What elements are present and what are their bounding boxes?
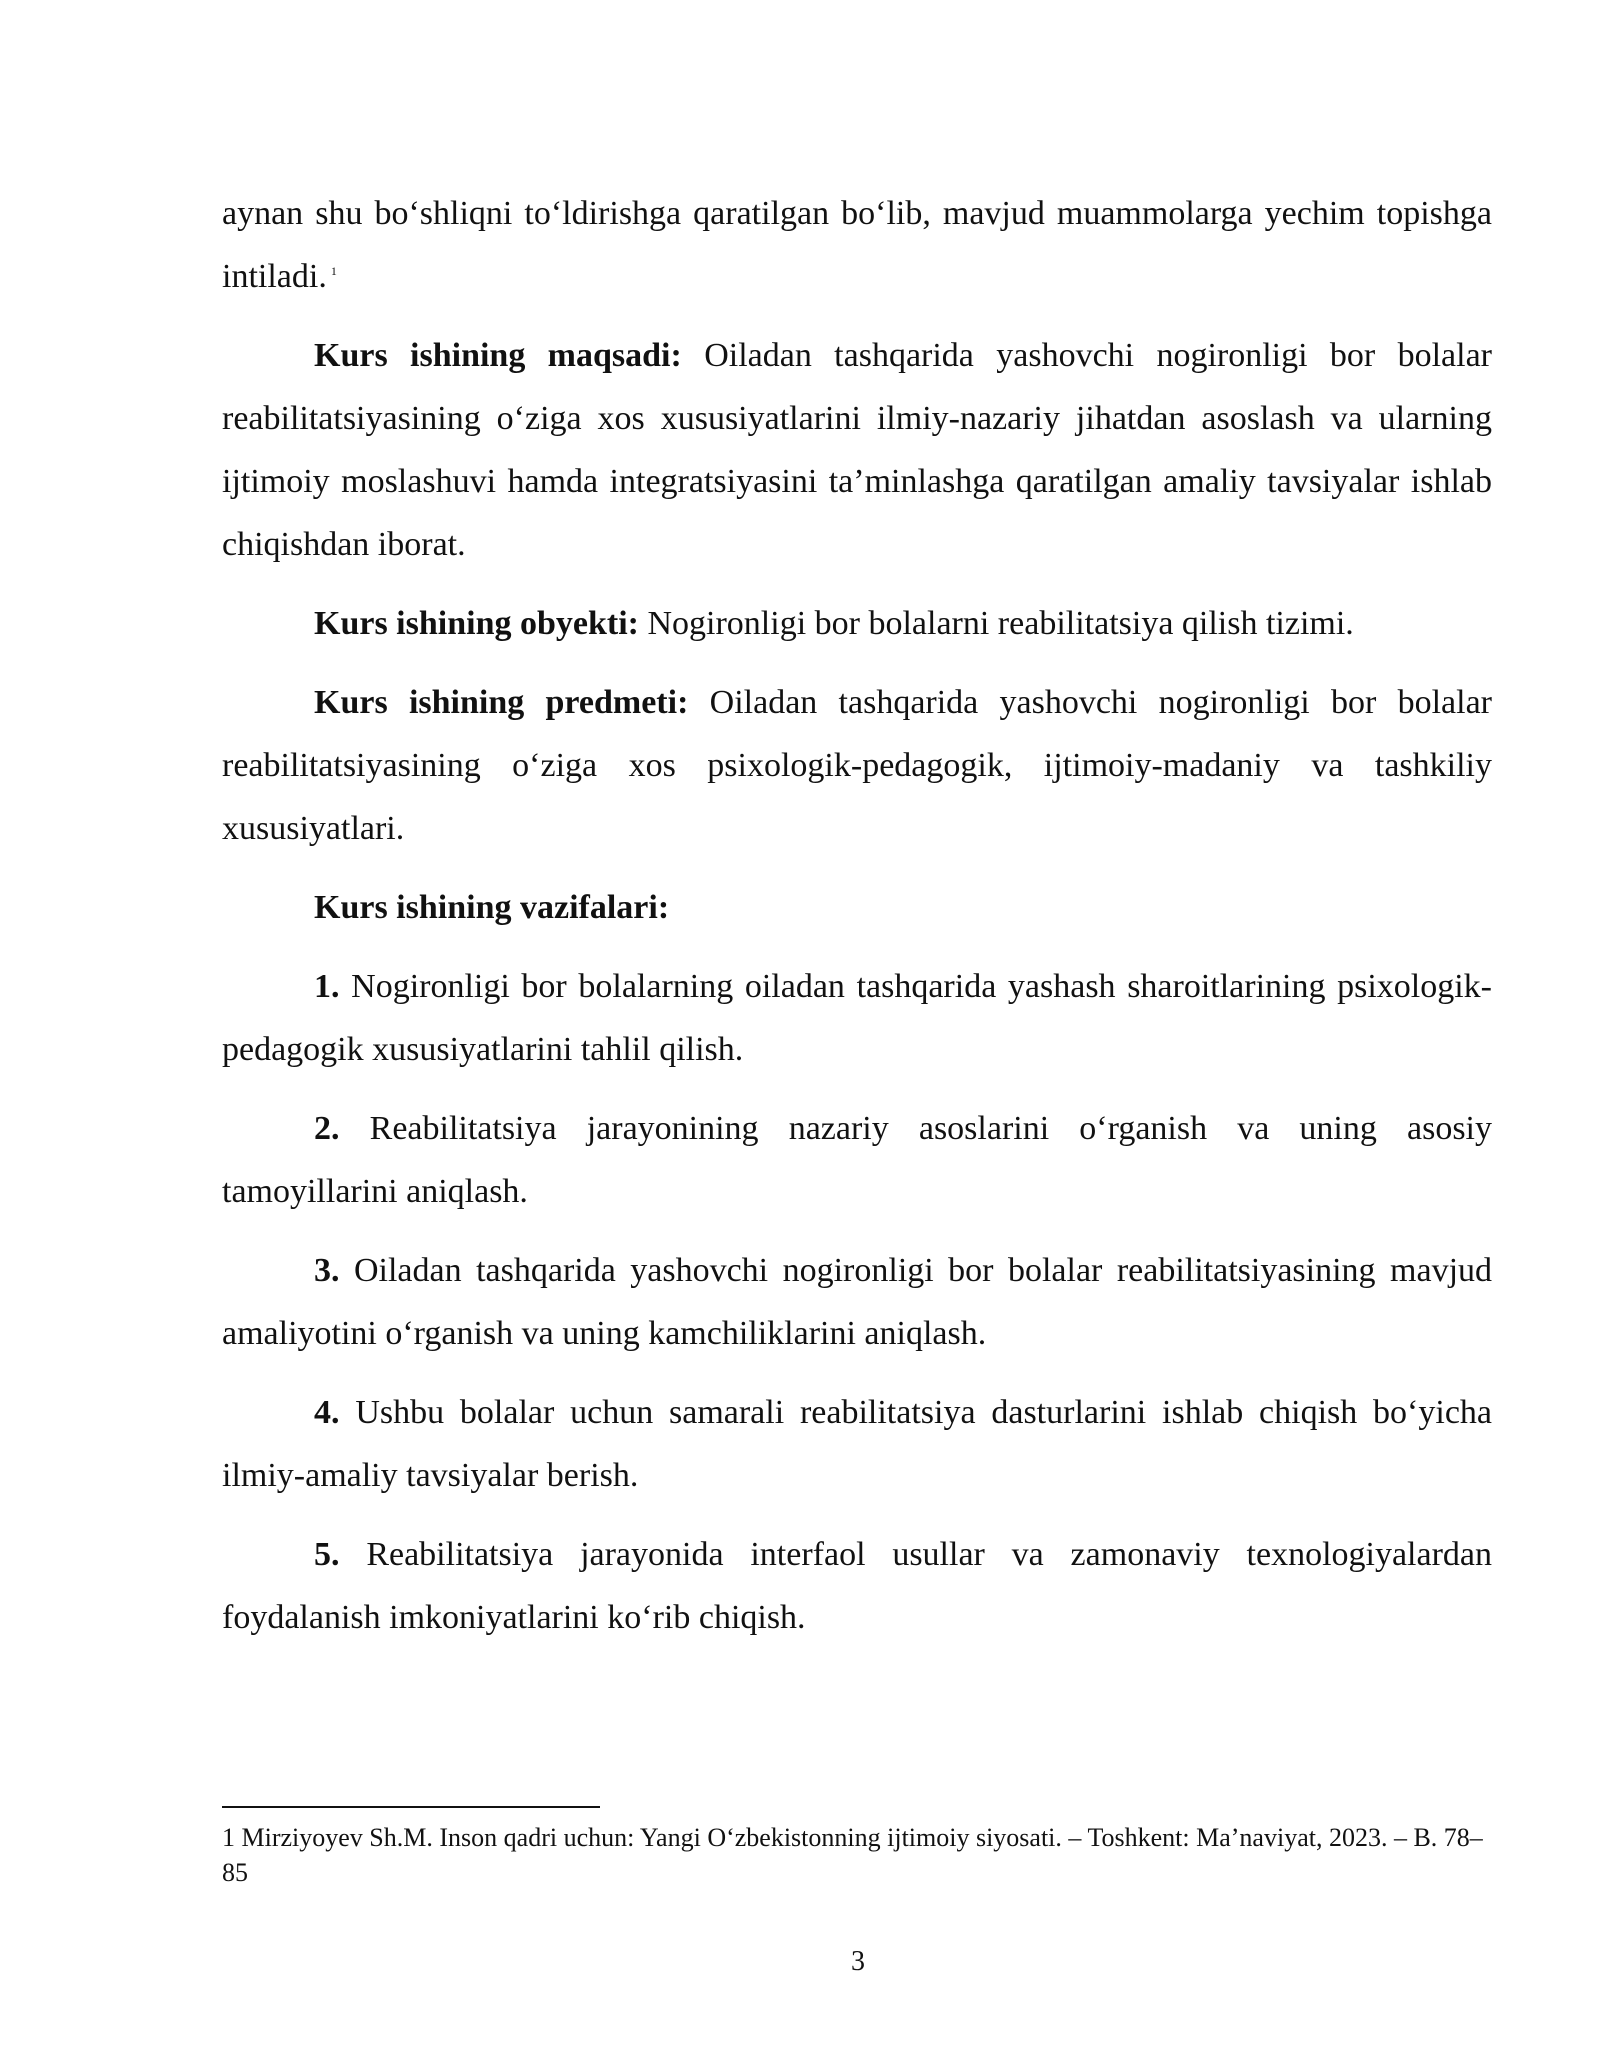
intro-paragraph — [222, 182, 1492, 308]
task-text: Nogironligi bor bolalarning oiladan tashqarida yashash sharoitlarining psixologik-pedagogik xususiyatlarini tahlil qilish. — [222, 968, 1493, 1068]
task-item-5 — [222, 1523, 1492, 1649]
footnote-reference: 1 — [330, 263, 337, 278]
object-paragraph — [222, 592, 1492, 655]
task-text: Oiladan tashqarida yashovchi nogironligi bor bolalar reabilitatsiyasining mavjud amaliyotini o‘rganish va uning kamchiliklarini aniqlash. — [222, 1252, 1493, 1352]
object-text: Nogironligi bor bolalarni reabilitatsiya qilish tizimi. — [647, 605, 1354, 642]
goal-paragraph — [222, 324, 1492, 576]
subject-text: Oiladan tashqarida yashovchi nogironligi bor bolalar reabilitatsiyasining o‘ziga xos psixologik-pedagogik, ijtimoiy-madaniy va tashkiliy xususiyatlari. — [222, 684, 1492, 847]
footnote-number: 1 — [222, 1823, 235, 1852]
task-text: Reabilitatsiya jarayonining nazariy asoslarini o‘rganish va uning asosiy tamoyillarini aniqlash. — [222, 1110, 1493, 1210]
subject-paragraph — [222, 671, 1492, 860]
task-item-4 — [222, 1381, 1492, 1507]
task-number: 2. — [314, 1110, 340, 1147]
subject-label: Kurs ishining predmeti: — [314, 684, 689, 721]
goal-text: Oiladan tashqarida yashovchi nogironligi bor bolalar reabilitatsiyasining o‘ziga xos xususiyatlarini ilmiy-nazariy jihatdan asoslash va ularning ijtimoiy moslashuvi hamda integratsiyasini ta’minlashga qaratilgan amaliy tavsiyalar ishlab chiqishdan iborat. — [222, 337, 1492, 563]
task-number: 1. — [314, 968, 340, 1005]
footnote — [222, 1820, 1492, 1890]
task-number: 4. — [314, 1394, 340, 1431]
task-item-1 — [222, 955, 1492, 1081]
tasks-heading: Kurs ishining vazifalari: — [314, 889, 670, 926]
body-text — [222, 182, 1492, 1649]
goal-label: Kurs ishining maqsadi: — [314, 337, 682, 374]
task-text: Ushbu bolalar uchun samarali reabilitatsiya dasturlarini ishlab chiqish bo‘yicha ilmiy-amaliy tavsiyalar berish. — [222, 1394, 1492, 1494]
page-number: 3 — [851, 1946, 865, 1977]
task-item-2 — [222, 1097, 1492, 1223]
intro-text: aynan shu bo‘shliqni to‘ldirishga qaratilgan bo‘lib, mavjud muammolarga yechim topishga intiladi. — [222, 195, 1492, 295]
task-number: 3. — [314, 1252, 340, 1289]
task-text: Reabilitatsiya jarayonida interfaol usullar va zamonaviy texnologiyalardan foydalanish imkoniyatlarini ko‘rib chiqish. — [222, 1536, 1493, 1636]
object-label: Kurs ishining obyekti: — [314, 605, 639, 642]
footnote-separator — [222, 1806, 600, 1808]
task-item-3 — [222, 1239, 1492, 1365]
footnote-text: Mirziyoyev Sh.M. Inson qadri uchun: Yangi O‘zbekistonning ijtimoiy siyosati. – Toshkent: Ma’naviyat, 2023. – B. 78–85 — [222, 1823, 1483, 1887]
task-number: 5. — [314, 1536, 340, 1573]
